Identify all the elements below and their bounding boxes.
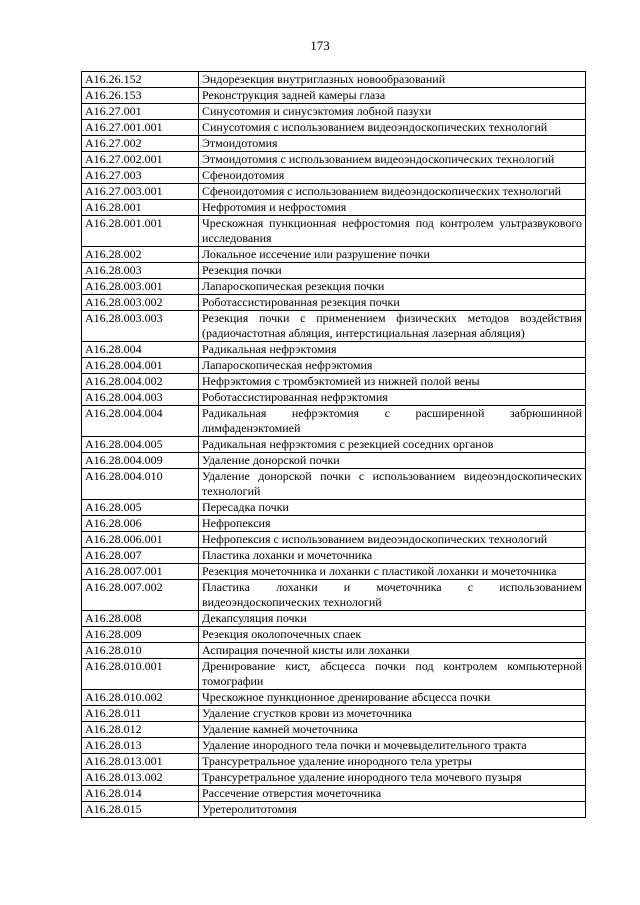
procedure-code-cell: A16.28.001 [82, 200, 199, 216]
procedure-name-cell: Этмоидотомия [199, 136, 586, 152]
procedure-name-cell: Лапароскопическая нефрэктомия [199, 358, 586, 374]
procedure-name-cell: Уретеролитотомия [199, 802, 586, 818]
procedure-code-cell: A16.28.004.009 [82, 453, 199, 469]
table-row [82, 580, 586, 611]
table-row [82, 738, 586, 754]
procedure-name-cell: Удаление донорской почки [199, 453, 586, 469]
procedure-code-cell: A16.27.003 [82, 168, 199, 184]
table-row [82, 104, 586, 120]
table-row [82, 72, 586, 88]
procedure-code-cell: A16.28.010.002 [82, 690, 199, 706]
table-row [82, 247, 586, 263]
procedure-code-cell: A16.28.009 [82, 627, 199, 643]
table-row [82, 532, 586, 548]
procedure-code-cell: A16.28.006.001 [82, 532, 199, 548]
procedure-name-cell: Радикальная нефрэктомия [199, 342, 586, 358]
procedure-name-cell: Удаление сгустков крови из мочеточника [199, 706, 586, 722]
procedure-name-cell: Сфеноидотомия с использованием видеоэндоскопических технологий [199, 184, 586, 200]
procedure-name-cell: Удаление донорской почки с использованием видеоэндоскопических технологий [199, 469, 586, 500]
procedure-code-cell: A16.28.004.005 [82, 437, 199, 453]
procedure-code-cell: A16.28.011 [82, 706, 199, 722]
table-row [82, 168, 586, 184]
procedure-code-cell: A16.28.013.001 [82, 754, 199, 770]
procedure-name-cell: Роботассистированная резекция почки [199, 295, 586, 311]
procedure-code-cell: A16.28.013.002 [82, 770, 199, 786]
procedure-code-cell: A16.28.007 [82, 548, 199, 564]
procedure-code-cell: A16.28.012 [82, 722, 199, 738]
procedure-name-cell: Сфеноидотомия [199, 168, 586, 184]
procedure-name-cell: Трансуретральное удаление инородного тела уретры [199, 754, 586, 770]
procedure-name-cell: Радикальная нефрэктомия с резекцией соседних органов [199, 437, 586, 453]
procedure-name-cell: Лапароскопическая резекция почки [199, 279, 586, 295]
table-row [82, 279, 586, 295]
procedure-code-cell: A16.27.001.001 [82, 120, 199, 136]
procedure-name-cell: Роботассистированная нефрэктомия [199, 390, 586, 406]
procedure-name-cell: Декапсуляция почки [199, 611, 586, 627]
procedure-name-cell: Дренирование кист, абсцесса почки под контролем компьютерной томографии [199, 659, 586, 690]
procedure-name-cell: Синусотомия с использованием видеоэндоскопических технологий [199, 120, 586, 136]
procedure-code-cell: A16.28.004.002 [82, 374, 199, 390]
procedure-code-cell: A16.26.152 [82, 72, 199, 88]
table-row [82, 406, 586, 437]
table-row [82, 152, 586, 168]
procedure-code-cell: A16.27.002 [82, 136, 199, 152]
table-row [82, 311, 586, 342]
table-row [82, 295, 586, 311]
procedure-code-cell: A16.27.003.001 [82, 184, 199, 200]
procedure-name-cell: Реконструкция задней камеры глаза [199, 88, 586, 104]
procedure-code-cell: A16.27.001 [82, 104, 199, 120]
procedure-code-cell: A16.28.004.004 [82, 406, 199, 437]
table-row [82, 469, 586, 500]
procedure-codes-body [82, 72, 586, 818]
table-row [82, 200, 586, 216]
table-row [82, 263, 586, 279]
table-row [82, 627, 586, 643]
procedure-code-cell: A16.28.010 [82, 643, 199, 659]
table-row [82, 690, 586, 706]
procedure-name-cell: Локальное иссечение или разрушение почки [199, 247, 586, 263]
procedure-code-cell: A16.28.010.001 [82, 659, 199, 690]
procedure-name-cell: Аспирация почечной кисты или лоханки [199, 643, 586, 659]
procedure-code-cell: A16.28.007.001 [82, 564, 199, 580]
table-row [82, 216, 586, 247]
table-row [82, 659, 586, 690]
procedure-name-cell: Синусотомия и синусэктомия лобной пазухи [199, 104, 586, 120]
procedure-code-cell: A16.28.004.001 [82, 358, 199, 374]
procedure-code-cell: A16.28.013 [82, 738, 199, 754]
table-row [82, 802, 586, 818]
procedure-code-cell: A16.28.006 [82, 516, 199, 532]
procedure-name-cell: Пластика лоханки и мочеточника [199, 548, 586, 564]
table-row [82, 516, 586, 532]
table-row [82, 88, 586, 104]
procedure-code-cell: A16.28.003.003 [82, 311, 199, 342]
table-row [82, 706, 586, 722]
procedure-name-cell: Нефротомия и нефростомия [199, 200, 586, 216]
procedure-code-cell: A16.28.001.001 [82, 216, 199, 247]
procedure-name-cell: Радикальная нефрэктомия с расширенной забрюшинной лимфаденэктомией [199, 406, 586, 437]
procedure-name-cell: Удаление инородного тела почки и мочевыделительного тракта [199, 738, 586, 754]
table-row [82, 453, 586, 469]
procedure-name-cell: Удаление камней мочеточника [199, 722, 586, 738]
procedure-code-cell: A16.26.153 [82, 88, 199, 104]
table-row [82, 437, 586, 453]
procedure-name-cell: Резекция почки [199, 263, 586, 279]
procedure-name-cell: Нефропексия [199, 516, 586, 532]
procedure-code-cell: A16.28.003.002 [82, 295, 199, 311]
procedure-code-cell: A16.28.008 [82, 611, 199, 627]
table-row [82, 611, 586, 627]
table-row [82, 136, 586, 152]
procedure-name-cell: Нефропексия с использованием видеоэндоскопических технологий [199, 532, 586, 548]
table-row [82, 342, 586, 358]
table-row [82, 754, 586, 770]
procedure-name-cell: Пересадка почки [199, 500, 586, 516]
procedure-codes-table [81, 71, 586, 818]
procedure-name-cell: Рассечение отверстия мочеточника [199, 786, 586, 802]
table-row [82, 120, 586, 136]
table-row [82, 643, 586, 659]
table-row [82, 770, 586, 786]
table-row [82, 374, 586, 390]
procedure-code-cell: A16.28.003 [82, 263, 199, 279]
procedure-code-cell: A16.28.007.002 [82, 580, 199, 611]
table-row [82, 722, 586, 738]
page-number: 173 [310, 38, 330, 53]
procedure-code-cell: A16.28.002 [82, 247, 199, 263]
procedure-code-cell: A16.28.014 [82, 786, 199, 802]
procedure-code-cell: A16.28.003.001 [82, 279, 199, 295]
procedure-code-cell: A16.28.005 [82, 500, 199, 516]
procedure-name-cell: Трансуретральное удаление инородного тела мочевого пузыря [199, 770, 586, 786]
table-row [82, 786, 586, 802]
table-row [82, 564, 586, 580]
procedure-name-cell: Чрескожная пункционная нефростомия под контролем ультразвукового исследования [199, 216, 586, 247]
procedure-code-cell: A16.28.015 [82, 802, 199, 818]
table-row [82, 184, 586, 200]
procedure-code-cell: A16.28.004.003 [82, 390, 199, 406]
procedure-name-cell: Нефрэктомия с тромбэктомией из нижней полой вены [199, 374, 586, 390]
table-row [82, 390, 586, 406]
procedure-name-cell: Чрескожное пункционное дренирование абсцесса почки [199, 690, 586, 706]
procedure-code-cell: A16.28.004.010 [82, 469, 199, 500]
procedure-name-cell: Эндорезекция внутриглазных новообразований [199, 72, 586, 88]
table-row [82, 500, 586, 516]
procedure-code-cell: A16.28.004 [82, 342, 199, 358]
procedure-name-cell: Резекция околопочечных спаек [199, 627, 586, 643]
table-row [82, 358, 586, 374]
procedure-name-cell: Резекция почки с применением физических методов воздействия (радиочастотная абляция, интерстициальная лазерная абляция) [199, 311, 586, 342]
procedure-name-cell: Пластика лоханки и мочеточника с использованием видеоэндоскопических технологий [199, 580, 586, 611]
procedure-name-cell: Этмоидотомия с использованием видеоэндоскопических технологий [199, 152, 586, 168]
procedure-name-cell: Резекция мочеточника и лоханки с пластикой лоханки и мочеточника [199, 564, 586, 580]
procedure-code-cell: A16.27.002.001 [82, 152, 199, 168]
table-row [82, 548, 586, 564]
